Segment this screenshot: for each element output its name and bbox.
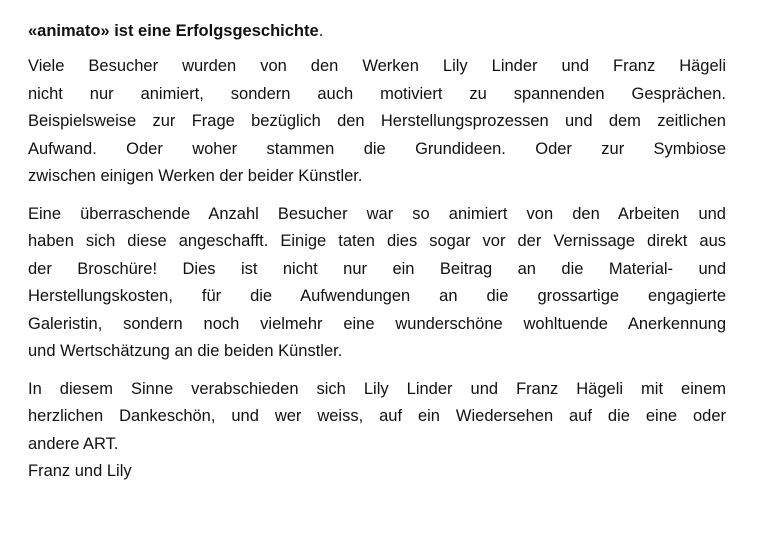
paragraph-line: haben sich diese angeschafft. Einige taten dies sogar vor der Vernissage direkt aus bbox=[28, 232, 726, 250]
paragraph-line: herzlichen Dankeschön, und wer weiss, auf ein Wiedersehen auf die eine oder bbox=[28, 407, 726, 425]
paragraph-1 bbox=[28, 53, 726, 191]
paragraph-line: andere ART. bbox=[28, 434, 119, 453]
paragraph-line: der Broschüre! Dies ist nicht nur ein Beitrag an die Material- und bbox=[28, 259, 726, 278]
title-period: . bbox=[318, 22, 324, 40]
paragraph-line: Galeristin, sondern noch vielmehr eine wunderschöne wohltuende Anerkennung bbox=[28, 314, 726, 333]
paragraph-line: Herstellungskosten, für die Aufwendungen an die grossartige engagierte bbox=[28, 287, 726, 305]
paragraph-line: Viele Besucher wurden von den Werken Lily Linder und Franz Hägeli bbox=[28, 57, 726, 75]
paragraph-line: zwischen einigen Werken der beider Künstler. bbox=[28, 167, 363, 185]
paragraph-line: und Wertschätzung an die beiden Künstler. bbox=[28, 342, 343, 360]
paragraph-line: Eine überraschende Anzahl Besucher war so animiert von den Arbeiten und bbox=[28, 204, 726, 223]
paragraph-2 bbox=[28, 201, 726, 366]
paragraph-line: nicht nur animiert, sondern auch motiviert zu spannenden Gesprächen. bbox=[28, 84, 726, 103]
document-page bbox=[28, 18, 726, 496]
signature: Franz und Lily bbox=[28, 462, 132, 480]
paragraph-3 bbox=[28, 376, 726, 486]
document-title bbox=[28, 18, 726, 45]
paragraph-line: Beispielsweise zur Frage bezüglich den Herstellungsprozessen und dem zeitlichen bbox=[28, 112, 726, 130]
paragraph-line: In diesem Sinne verabschieden sich Lily Linder und Franz Hägeli mit einem bbox=[28, 379, 726, 398]
paragraph-line: Aufwand. Oder woher stammen die Grundideen. Oder zur Symbiose bbox=[28, 139, 726, 158]
title-bold-text: «animato» ist eine Erfolgsgeschichte bbox=[28, 22, 319, 40]
